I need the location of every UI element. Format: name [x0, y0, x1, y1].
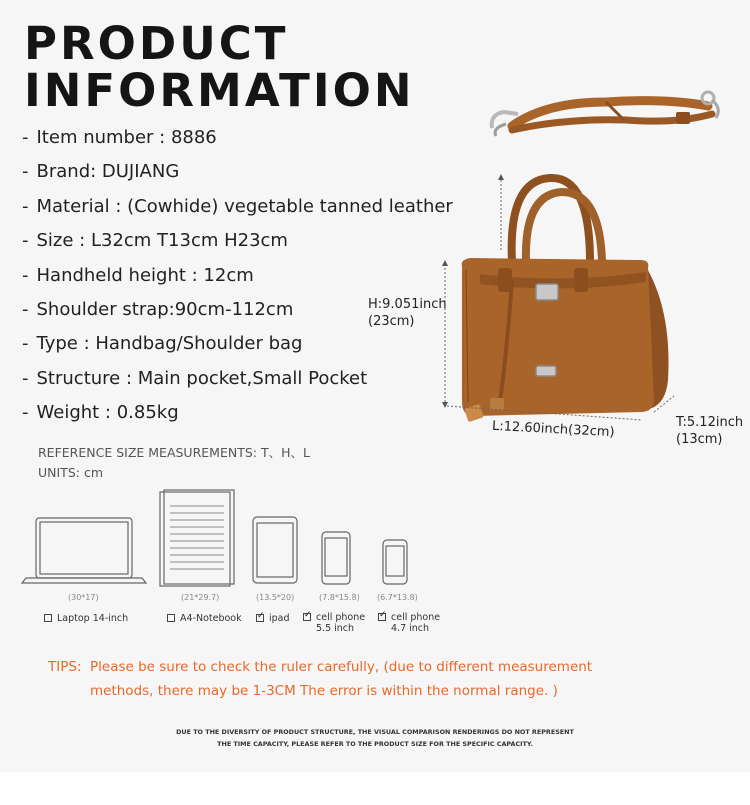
spec-item: - Size : L32cm T13cm H23cm [22, 230, 288, 252]
device-size: (21*29.7) [181, 593, 220, 602]
length-dimension: L:12.60inch(32cm) [491, 418, 615, 441]
tips-label: TIPS: [48, 659, 82, 675]
laptop-outline [22, 518, 146, 583]
phone-small-outline [383, 540, 407, 584]
disclaimer-note: DUE TO THE DIVERSITY OF PRODUCT STRUCTURE, THE VISUAL COMPARISON RENDERINGS DO NOT REPRESENT THE TIME CAPACITY, PLEASE REFER TO THE PRODUCT SIZE FOR THE SPECIFIC CAPACITY. [176, 728, 574, 748]
spec-bullet: - [22, 127, 29, 148]
device-label-ipad: ✓ ipad [256, 613, 290, 624]
spec-item: - Handheld height : 12cm [22, 264, 254, 286]
device-size: (7.8*15.8) [319, 593, 360, 602]
ipad-outline [253, 517, 297, 583]
spec-bullet: - [22, 402, 29, 424]
device-size: (13.5*20) [256, 593, 295, 602]
spec-bullet: - [22, 230, 29, 252]
notebook-outline [160, 490, 234, 586]
spec-item: - Shoulder strap:90cm-112cm [22, 298, 294, 320]
title-line-2: INFORMATION [24, 64, 415, 117]
spec-item: - Weight : 0.85kg [22, 402, 179, 424]
device-label-laptop: Laptop 14-inch [44, 613, 128, 624]
spec-item: - Material : (Cowhide) vegetable tanned leather [22, 195, 453, 217]
spec-item: - Type : Handbag/Shoulder bag [22, 333, 303, 355]
reference-section [38, 443, 310, 483]
device-size: (6.7*13.8) [377, 593, 418, 602]
checked-checkbox-icon [256, 614, 264, 622]
footer-band [0, 772, 750, 805]
spec-bullet: - [22, 298, 29, 320]
tips-text: Please be sure to check the ruler carefully, (due to different measurement methods, there may be 1-3CM The error is within the normal range. ) [90, 659, 593, 699]
title-line-1: PRODUCT [24, 17, 289, 70]
spec-bullet: - [22, 161, 29, 183]
spec-item: - Structure : Main pocket,Small Pocket [22, 367, 368, 389]
spec-bullet: - [22, 264, 29, 286]
checkbox-icon [44, 614, 52, 622]
device-label-notebook: A4-Notebook [167, 613, 242, 624]
spec-item: - Item number : 8886 [22, 127, 217, 148]
height-dimension: H:9.051inch (23cm) [368, 297, 447, 329]
device-size: (30*17) [68, 593, 99, 602]
checkbox-icon [167, 614, 175, 622]
spec-bullet: - [22, 367, 29, 389]
reference-heading: REFERENCE SIZE MEASUREMENTS: T、H、L [38, 445, 310, 460]
checked-checkbox-icon [303, 613, 311, 621]
reference-units: UNITS: cm [38, 465, 103, 480]
thickness-dimension: T:5.12inch (13cm) [676, 415, 744, 447]
spec-bullet: - [22, 195, 29, 217]
checked-checkbox-icon [378, 613, 386, 621]
device-label-phone-small: ✓cell phone 4.7 inch [378, 612, 440, 634]
phone-large-outline [322, 532, 350, 584]
device-label-phone-large: ✓ cell phone 5.5 inch [303, 612, 365, 634]
spec-item: - Brand: DUJIANG [22, 161, 180, 183]
device-comparison-graphics [0, 480, 750, 590]
spec-bullet: - [22, 333, 29, 355]
